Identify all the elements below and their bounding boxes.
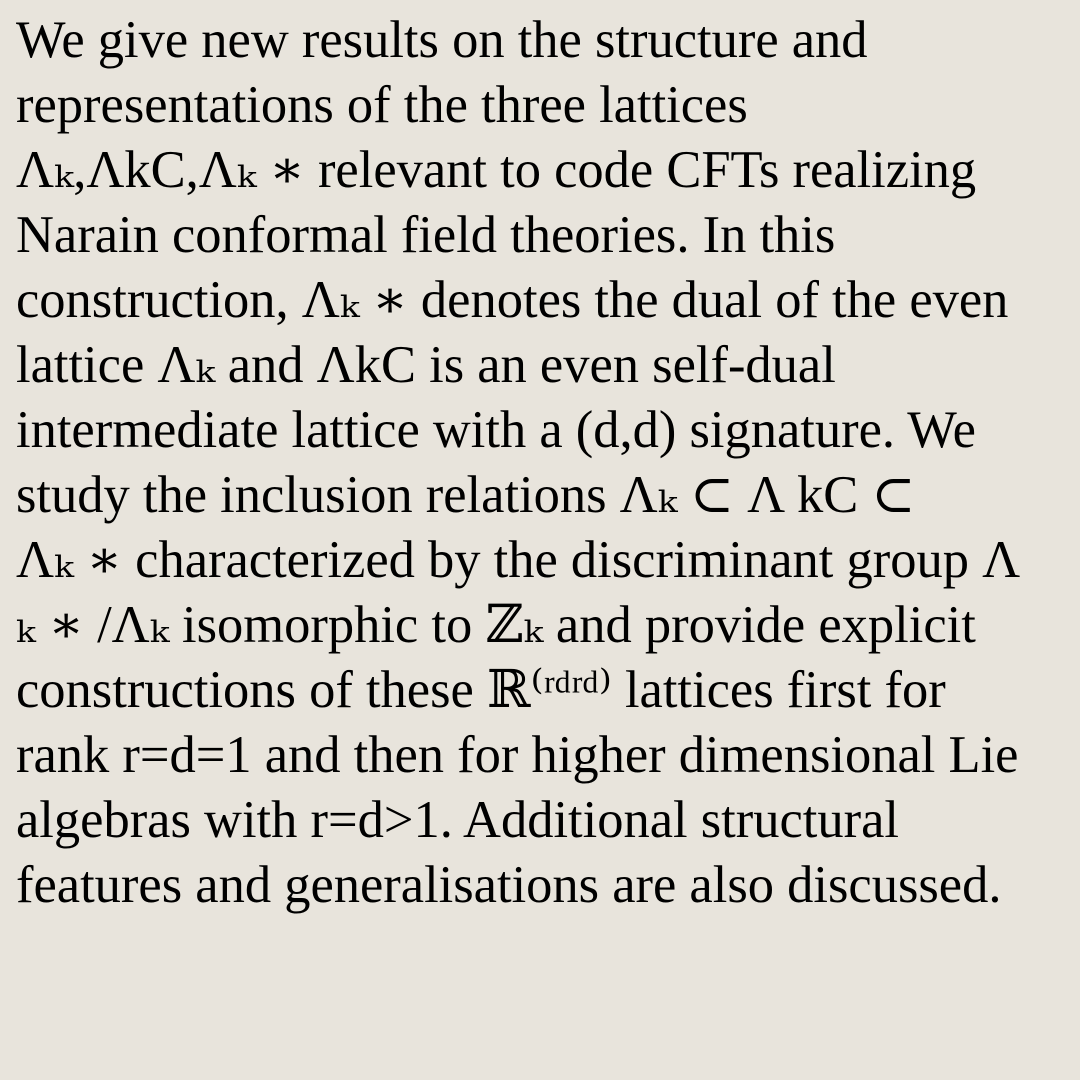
abstract-line-4: Narain conformal field theories. In this [16, 206, 836, 264]
abstract-line-2: representations of the three lattices [16, 76, 748, 134]
abstract-line-3: Λₖ,ΛkC,Λₖ ∗ relevant to code CFTs realizing [16, 141, 977, 199]
abstract-line-10: ₖ ∗ /Λₖ isomorphic to ℤₖ and provide explicit [16, 596, 976, 654]
abstract-line-14: features and generalisations are also discussed. [16, 856, 1002, 914]
abstract-line-9: Λₖ ∗ characterized by the discriminant group Λ [16, 531, 1021, 589]
abstract-line-11: constructions of these ℝ⁽ʳᵈʳᵈ⁾ lattices first for [16, 661, 946, 719]
abstract-text [16, 8, 1060, 918]
abstract-line-5: construction, Λₖ ∗ denotes the dual of the even [16, 271, 1009, 329]
abstract-line-8: study the inclusion relations Λₖ ⊂ Λ kC ⊂ [16, 466, 916, 524]
abstract-line-1: We give new results on the structure and [16, 11, 868, 69]
abstract-line-12: rank r=d=1 and then for higher dimensional Lie [16, 726, 1019, 784]
abstract-line-6: lattice Λₖ and ΛkC is an even self-dual [16, 336, 836, 394]
abstract-line-13: algebras with r=d>1. Additional structural [16, 791, 899, 849]
abstract-line-7: intermediate lattice with a (d,d) signature. We [16, 401, 976, 459]
